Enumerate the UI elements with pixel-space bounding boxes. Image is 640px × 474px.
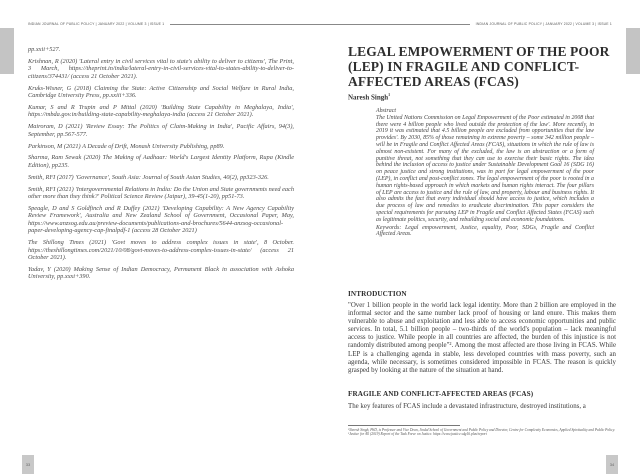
header-rule (170, 24, 320, 25)
reference-item: Parkinson, M (2021) A Decade of Drift, Monash University Publishing, pp89. (28, 142, 225, 150)
author-footnote-mark: 1 (388, 92, 391, 97)
introduction-paragraph: "Over 1 billion people in the world lack legal identity. More than 2 billion are employed in the informal sector and the same number lack proof of housing or land enure. This makes them vulnerable to abuse and exploitation and less able to access economic opportunities and public services. In total, 5.1 billion people – two-thirds of the world's population – lack meaningful access to justice. While people in all countries are affected, the burden of this injustice is not randomly distributed among people"². Among the most affected are those living in FCAS. While LEP is a challenging agenda in stable, less developed countries with mass poverty, such an agenda, while necessary, is sometimes considered impossible in FCAS. The reason is quickly grasped by looking at the nature of the situation at hand. (348, 302, 616, 374)
reference-item: Smith, RFI (2017) 'Governance', South Asia: Journal of South Asian Studies, 40(2), pp323-326. (28, 173, 269, 181)
page-edge-tab (626, 28, 640, 74)
reference-item: Mairoram, D (2021) 'Review Essay: The Politics of Claim-Making in India', Pacific Affairs, 94(3), September, pp.567-577. (28, 123, 294, 138)
article-title: LEGAL EMPOWERMENT OF THE POOR (LEP) IN FRAGILE AND CONFLICT-AFFECTED AREAS (FCAS) (348, 44, 610, 89)
abstract-heading: Abstract (376, 108, 396, 114)
abstract (376, 108, 594, 238)
running-header (28, 22, 320, 26)
reference-item: Sharma, Ram Sewak (2020) The Making of Aadhaar: World's Largest Identity Platform, Rupa (Kindle Edition), pp235. (28, 154, 294, 169)
running-header-text: INDIAN JOURNAL OF PUBLIC POLICY | JANUARY 2022 | VOLUME 3 | ISSUE 1 (28, 22, 165, 26)
running-header (312, 22, 612, 26)
right-page (320, 0, 640, 474)
author-name (348, 92, 390, 101)
header-rule (312, 24, 470, 25)
page-number: 34 (606, 455, 618, 474)
introduction-heading: INTRODUCTION (348, 290, 407, 298)
reference-item: Speagle, D and S Goldfinch and R Duffey (2021) 'Developing Capability: A New Agency Capability Review Framework', Australia and New Zealand School of Government, Occasional Paper, May, https://www.anzsog.edu.au/preview-documents/publications-and-brochures/5644-anzsog-occasional-paper-developing-agency-cap-finalpdf-1 (access 28 October 2021) (28, 205, 294, 235)
reference-item: Kruks-Wisner, G (2018) Claiming the State: Active Citizenship and Social Welfare in Rural India, Cambridge University Press, pp.xxiii+336. (28, 84, 294, 100)
fcas-heading: FRAGILE AND CONFLICT-AFFECTED AREAS (FCAS) (348, 390, 534, 398)
fcas-paragraph: The key features of FCAS include a devastated infrastructure, destroyed institutions, a (348, 403, 586, 410)
reference-item: pp.xxii+527. (28, 46, 61, 53)
footnote-divider (348, 425, 460, 426)
reference-item: Smith, RFI (2021) 'Intergovernmental Relations in India: Do the Union and State governments need each other more than they think?' Political Science Review (Jaipur), 39-45(1-20), pp51-73. (28, 185, 294, 201)
footnote-item: ²Justice for All (2019) Report of the Task Force on Justice. https://www.justice.sdg16.plus/report (348, 432, 487, 437)
page-number: 33 (22, 455, 34, 474)
abstract-text: The United Nations Commission on Legal Empowerment of the Poor estimated in 2008 that there were 4 billion people who lived outside the protection of the law'. More recently, in 2019 it was estimated that 4.5 billion people are excluded from opportunities that the law provides'. By 2030, 85% of those remaining in extreme poverty – some 342 million people – will be in Fragile and Conflict Affected Areas (FCAS), situations in which the rule of law is almost non-existent. For many of the excluded, the law is an abstraction or a form of punitive threat, not something that they can use to exercise their basic rights. The idea behind the inclusion of access to justice under Sustainable Development Goal 16 (SDG 16) on peace justice and strong institutions, was in part for legal empowerment of the poor (LEP), in conflict and post-conflict zones. The legal empowerment of the poor is rooted in a human rights-based approach in which markets and human rights interact. The four pillars of LEP are access to justice and the rule of law, and property, labour and business rights. It also admits the fact that every individual should have access to justice, which includes a due process of law and remedies to eradicate discrimination. This paper considers the special requirements for pursuing LEP in Fragile and Conflict Affected States (FCAS) such as legitimate politics, security, and rebuilding social and economic foundations. (376, 114, 594, 223)
keywords: Keywords: Legal empowerment, Justice, equality, Poor, SDGs, Fragile and Conflict Affected Areas. (376, 224, 594, 238)
footnotes (348, 428, 616, 437)
reference-item: The Shillong Times (2021) 'Govt moves to address complex issues in state', 8 October. https://theshillongtimes.com/2021/10/08/govt-moves-to-address-complex-issues-in-state/ (access 21 October 2021). (28, 239, 294, 261)
references-list (28, 46, 294, 285)
reference-item: Yadav, Y (2020) Making Sense of Indian Democracy, Permanent Black in association with Ashoka University, pp.xxxi+390. (28, 265, 294, 281)
footnote-item: ¹Naresh Singh, PhD, is Professor and Vice Dean, Jindal School of Government and Public Policy and Director, Centre for Complexity Economics, Applied Spirituality and Public Policy. (348, 428, 616, 432)
reference-item: Krishnan, R (2020) 'Lateral entry in civil services vital to state's ability to deliver to citizens', The Print, 3 March, https://theprint.in/india/lateral-entry-in-civil-services-vital-to-states-ability-to-deliver-to-citizens/374431/ (access 21 October 2021). (28, 57, 294, 80)
page-edge-tab (0, 28, 14, 74)
reference-item: Kumar, S and R Trupin and P Mittal (2020) 'Building State Capability in Meghalaya, India', https://mbda.gov.in/building-state-capability-meghalaya-india (access 21 October 2021). (28, 103, 294, 119)
running-header-text: INDIAN JOURNAL OF PUBLIC POLICY | JANUARY 2022 | VOLUME 3 | ISSUE 1 (475, 22, 612, 26)
author-name-text: Naresh Singh (348, 93, 389, 102)
